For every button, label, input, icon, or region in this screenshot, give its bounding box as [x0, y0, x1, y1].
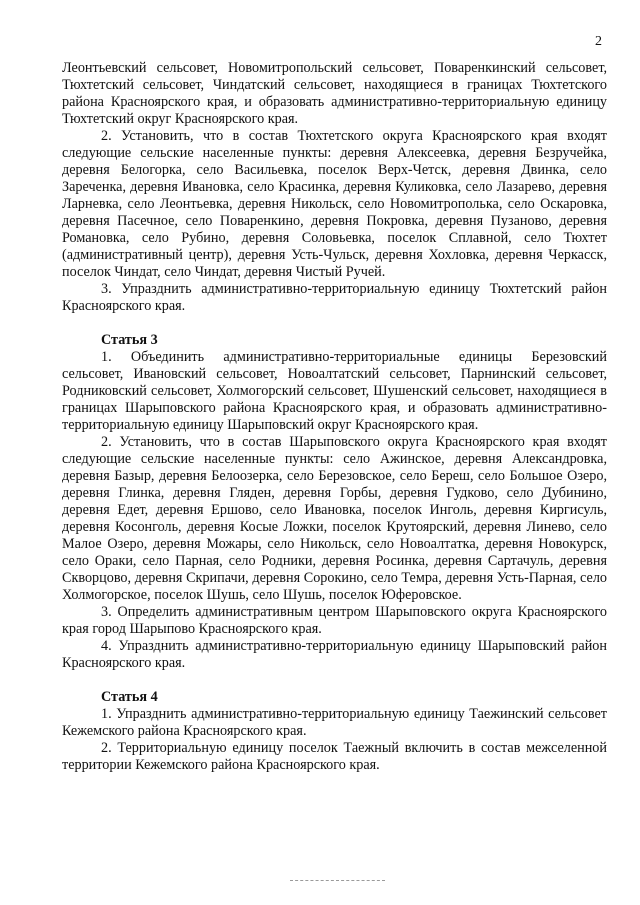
section-gap: [62, 315, 607, 332]
intro-item-2: 2. Установить, что в состав Тюхтетского округа Красноярского края входят следующие сельские населенные пункты: деревня Алексеевка, деревня Безручейка, деревня Белогорка, село Васильевка, поселок Верх-Четск, деревня Двинка, село Зареченка, деревня Ивановка, село Красинка, деревня Куликовка, село Лазарево, деревня Ларневка, село Леонтьевка, деревня Никольск, село Новомитрополька, село Оскаровка, деревня Пасечное, село Поваренкино, деревня Покровка, деревня Пузаново, деревня Романовка, село Рубино, деревня Соловьевка, поселок Сплавной, село Тюхтет (административный центр), деревня Усть-Чульск, деревня Хохловка, деревня Черкасск, поселок Чиндат, село Чиндат, деревня Чистый Ручей.: [62, 128, 607, 280]
article-3-item-2: 2. Установить, что в состав Шарыповского округа Красноярского края входят следующие сельские населенные пункты: село Ажинское, деревня Александровка, деревня Базыр, деревня Белоозерка, село Березовское, село Береш, село Большое Озеро, деревня Глинка, деревня Гляден, деревня Горбы, деревня Гудково, село Дубинино, деревня Едет, деревня Ершово, село Ивановка, поселок Инголь, деревня Киргисуль, деревня Косонголь, деревня Косые Ложки, поселок Крутоярский, деревня Линево, село Малое Озеро, деревня Можары, село Никольск, село Новоалтатка, деревня Новокурск, село Ораки, село Парная, село Родники, деревня Росинка, деревня Сартачуль, деревня Скворцово, деревня Скрипачи, деревня Сорокино, село Темра, деревня Усть-Парная, село Холмогорское, поселок Шушь, село Шушь, поселок Юферовское.: [62, 434, 607, 603]
article-3-title: Статья 3: [101, 332, 158, 348]
section-gap: [62, 672, 607, 689]
article-4-item-2: 2. Территориальную единицу поселок Таежный включить в состав межселенной территории Кежемского района Красноярского края.: [62, 740, 607, 773]
article-3-item-1: 1. Объединить административно-территориальные единицы Березовский сельсовет, Ивановский сельсовет, Новоалтатский сельсовет, Парнинский сельсовет, Родниковский сельсовет, Холмогорский сельсовет, Шушенский сельсовет, находящиеся в границах Шарыповского района Красноярского края, и образовать административно-территориальную единицу Шарыповский округ Красноярского края.: [62, 349, 607, 433]
intro-item-3: 3. Упразднить административно-территориальную единицу Тюхтетский район Красноярского края.: [62, 281, 607, 314]
article-4-title: Статья 4: [101, 689, 158, 705]
footer-divider: [290, 880, 385, 881]
intro-paragraph: Леонтьевский сельсовет, Новомитропольский сельсовет, Поваренкинский сельсовет, Тюхтетский сельсовет, Чиндатский сельсовет, находящиеся в границах Тюхтетского района Красноярского края, и образовать административно-территориальную единицу Тюхтетский округ Красноярского края.: [62, 60, 607, 127]
article-3-item-3: 3. Определить административным центром Шарыповского округа Красноярского края город Шарыпово Красноярского края.: [62, 604, 607, 637]
page-number: 2: [595, 34, 602, 49]
article-4-item-1: 1. Упразднить административно-территориальную единицу Таежинский сельсовет Кежемского района Красноярского края.: [62, 706, 607, 739]
document-body: [62, 60, 607, 774]
article-3-item-4: 4. Упразднить административно-территориальную единицу Шарыповский район Красноярского края.: [62, 638, 607, 671]
